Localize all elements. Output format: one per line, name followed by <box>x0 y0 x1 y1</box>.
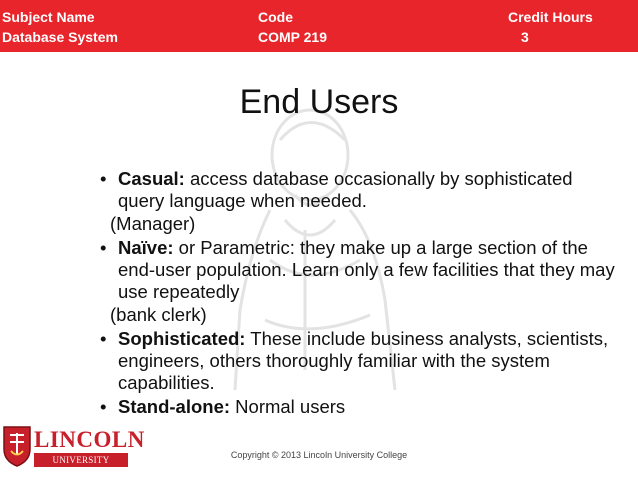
slide-title: End Users <box>239 83 399 121</box>
bullet-term: Casual: <box>118 168 185 189</box>
credit-hours-value: 3 <box>521 29 529 45</box>
subject-name-value: Database System <box>2 29 118 45</box>
bullet-text: These include business analysts, scientists, engineers, others thoroughly familiar with the system capabilities. <box>118 328 609 393</box>
subject-name-label: Subject Name <box>2 9 95 25</box>
code-label: Code <box>258 9 293 25</box>
course-header-bar <box>0 0 638 52</box>
bullet-naive <box>100 237 620 303</box>
bullet-sophisticated <box>100 328 620 394</box>
bullet-term: Naïve: <box>118 237 174 258</box>
logo-subtitle: UNIVERSITY COLLEGE <box>34 453 128 467</box>
code-value: COMP 219 <box>258 29 327 45</box>
bullet-note: (Manager) <box>110 213 196 234</box>
credit-hours-label: Credit Hours <box>508 9 593 25</box>
bullet-term: Sophisticated: <box>118 328 246 349</box>
lincoln-logo <box>2 425 145 479</box>
copyright-text: Copyright © 2013 Lincoln University College <box>230 450 408 460</box>
bullet-text: access database occasionally by sophisticated query language when needed. <box>118 168 573 211</box>
bullet-stand-alone <box>100 396 620 418</box>
bullet-note: (bank clerk) <box>110 304 207 325</box>
bullet-text: or Parametric: they make up a large section of the end-user population. Learn only a few facilities that they may use repeatedly <box>118 237 615 302</box>
bullet-dot-icon: • <box>100 328 107 349</box>
logo-name: LINCOLN <box>34 427 145 452</box>
bullet-casual <box>100 168 620 212</box>
bullet-list <box>100 168 620 418</box>
bullet-term: Stand-alone: <box>118 396 231 417</box>
bullet-dot-icon: • <box>100 237 107 258</box>
bullet-dot-icon: • <box>100 396 107 417</box>
lincoln-shield-icon <box>2 425 32 467</box>
bullet-text: Normal users <box>230 396 346 417</box>
bullet-dot-icon: • <box>100 168 107 189</box>
